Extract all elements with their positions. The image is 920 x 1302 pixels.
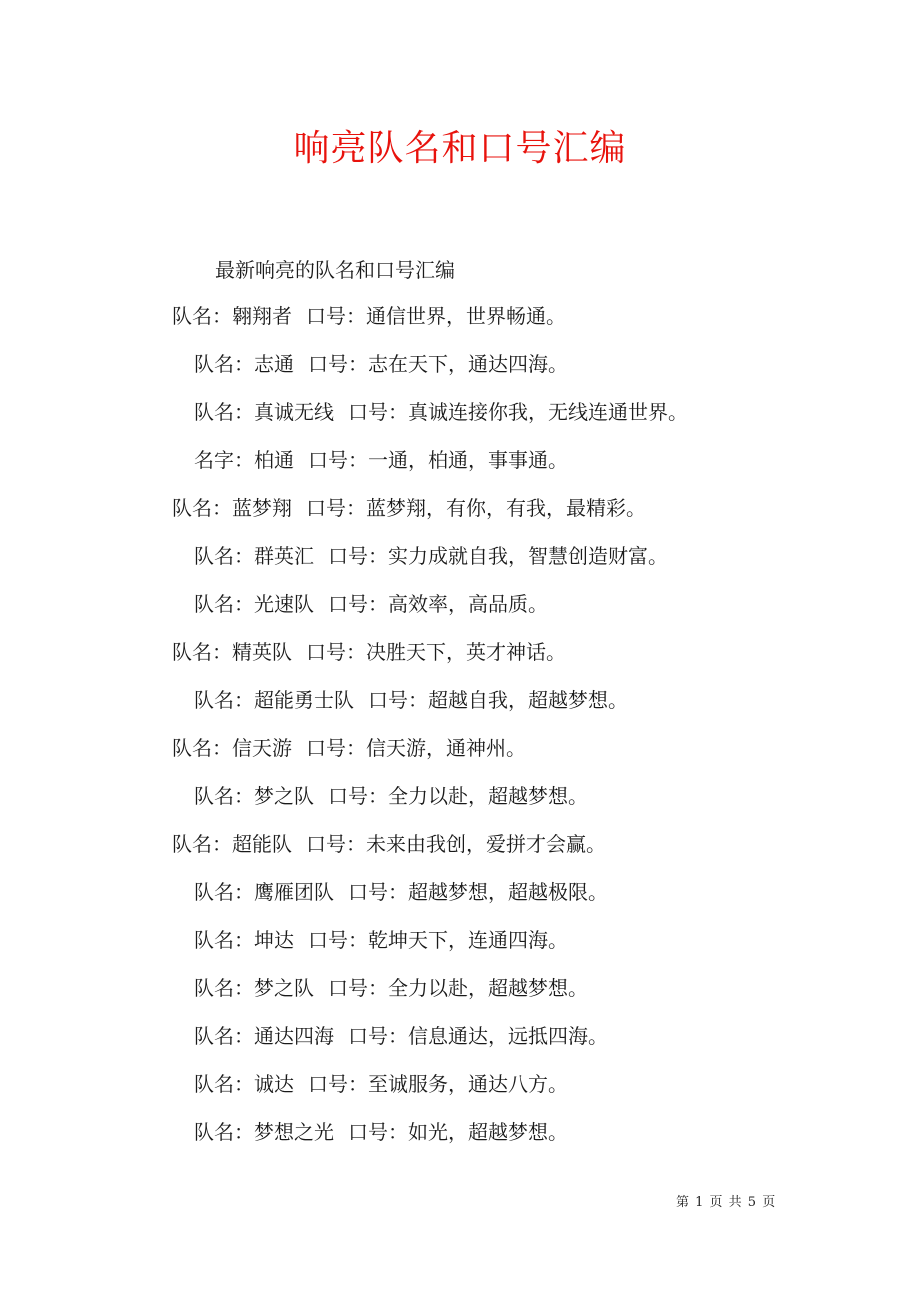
team-name: 队名：精英队 xyxy=(172,640,292,664)
list-item xyxy=(0,782,920,830)
team-name: 队名：志通 xyxy=(194,352,294,376)
document-title: 响亮队名和口号汇编 xyxy=(293,128,627,169)
team-slogan: 口号：全力以赴，超越梦想。 xyxy=(328,976,588,1000)
team-slogan: 口号：高效率，高品质。 xyxy=(328,592,548,616)
list-item xyxy=(0,1070,920,1118)
team-name: 队名：蓝梦翔 xyxy=(172,496,292,520)
team-slogan: 口号：全力以赴，超越梦想。 xyxy=(328,784,588,808)
list-item xyxy=(0,734,920,782)
team-name: 队名：光速队 xyxy=(194,592,314,616)
team-name: 队名：鹰雁团队 xyxy=(194,880,334,904)
team-slogan: 口号：信天游，通神州。 xyxy=(306,736,526,760)
team-name: 队名：梦之队 xyxy=(194,784,314,808)
team-name: 队名：超能队 xyxy=(172,832,292,856)
team-slogan: 口号：蓝梦翔，有你，有我，最精彩。 xyxy=(306,496,646,520)
team-slogan: 口号：实力成就自我，智慧创造财富。 xyxy=(328,544,668,568)
team-name: 队名：信天游 xyxy=(172,736,292,760)
team-slogan: 口号：超越自我，超越梦想。 xyxy=(368,688,628,712)
team-slogan: 口号：至诚服务，通达八方。 xyxy=(308,1072,568,1096)
list-item xyxy=(0,1022,920,1070)
list-item xyxy=(0,1118,920,1166)
list-item xyxy=(0,974,920,1022)
team-slogan: 口号：通信世界，世界畅通。 xyxy=(306,304,566,328)
team-slogan: 口号：志在天下，通达四海。 xyxy=(308,352,568,376)
list-item xyxy=(0,878,920,926)
team-name: 队名：群英汇 xyxy=(194,544,314,568)
team-slogan: 口号：如光，超越梦想。 xyxy=(348,1120,568,1144)
team-name: 队名：翱翔者 xyxy=(172,304,292,328)
list-item xyxy=(0,686,920,734)
list-item xyxy=(0,830,920,878)
document-subtitle: 最新响亮的队名和口号汇编 xyxy=(215,258,455,282)
team-name: 队名：通达四海 xyxy=(194,1024,334,1048)
team-slogan: 口号：真诚连接你我，无线连通世界。 xyxy=(348,400,688,424)
list-item xyxy=(0,350,920,398)
page-number-footer: 第 1 页 共 5 页 xyxy=(676,1195,776,1210)
team-slogan: 口号：超越梦想，超越极限。 xyxy=(348,880,608,904)
list-item xyxy=(0,638,920,686)
team-slogan: 口号：决胜天下，英才神话。 xyxy=(306,640,566,664)
list-item xyxy=(0,590,920,638)
team-name: 队名：真诚无线 xyxy=(194,400,334,424)
team-name: 队名：梦想之光 xyxy=(194,1120,334,1144)
team-slogan: 口号：乾坤天下，连通四海。 xyxy=(308,928,568,952)
list-item xyxy=(0,302,920,350)
team-slogan: 口号：信息通达，远抵四海。 xyxy=(348,1024,608,1048)
list-item xyxy=(0,398,920,446)
team-name: 队名：诚达 xyxy=(194,1072,294,1096)
list-item xyxy=(0,446,920,494)
team-name: 队名：梦之队 xyxy=(194,976,314,1000)
list-item xyxy=(0,926,920,974)
team-slogan: 口号：一通，柏通，事事通。 xyxy=(308,448,568,472)
list-item xyxy=(0,542,920,590)
entry-list xyxy=(0,302,920,1166)
team-slogan: 口号：未来由我创，爱拼才会赢。 xyxy=(306,832,606,856)
team-name: 名字：柏通 xyxy=(194,448,294,472)
team-name: 队名：坤达 xyxy=(194,928,294,952)
team-name: 队名：超能勇士队 xyxy=(194,688,354,712)
list-item xyxy=(0,494,920,542)
